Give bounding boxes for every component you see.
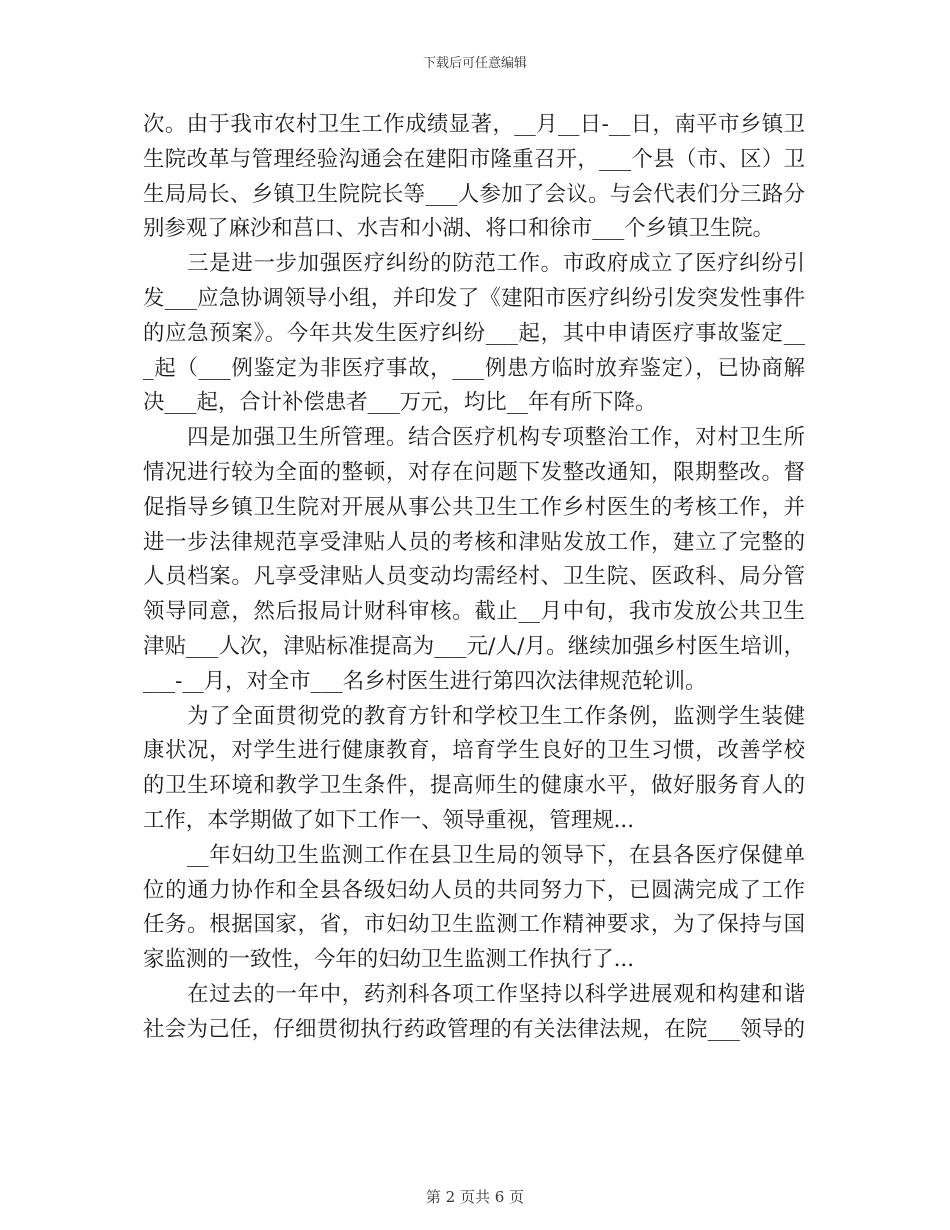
page-header: 下载后可任意编辑 [422, 56, 527, 71]
text-line: _起（___例鉴定为非医疗事故，___例患方临时放弃鉴定），已协商解 [143, 355, 805, 381]
text-line: 领导同意，然后报局计财科审核。截止__月中旬，我市发放公共卫生 [143, 599, 805, 625]
text-line: 生院改革与管理经验沟通会在建阳市隆重召开，___个县（市、区）卫 [143, 146, 805, 172]
text-line: 康状况，对学生进行健康教育，培育学生良好的卫生习惯，改善学校 [143, 738, 805, 764]
text-line: 生局局长、乡镇卫生院院长等___人参加了会议。与会代表们分三路分 [143, 181, 805, 207]
text-line: 为了全面贯彻党的教育方针和学校卫生工作条例，监测学生装健 [143, 703, 805, 729]
text-line: 次。由于我市农村卫生工作成绩显著，__月__日-__日，南平市乡镇卫 [143, 112, 805, 137]
text-line: 决___起，合计补偿患者___万元，均比__年有所下降。 [143, 390, 657, 416]
text-line: 工作，本学期做了如下工作一、领导重视，管理规... [143, 807, 634, 833]
text-line: 发___应急协调领导小组，并印发了《建阳市医疗纠纷引发突发性事件 [143, 285, 805, 311]
text-line: 进一步法律规范享受津贴人员的考核和津贴发放工作，建立了完整的 [143, 529, 805, 555]
text-line: 四是加强卫生所管理。结合医疗机构专项整治工作，对村卫生所 [143, 425, 805, 451]
text-line: 促指导乡镇卫生院对开展从事公共卫生工作乡村医生的考核工作，并 [143, 494, 805, 520]
text-line: 三是进一步加强医疗纠纷的防范工作。市政府成立了医疗纠纷引 [143, 251, 805, 277]
text-line: 家监测的一致性，今年的妇幼卫生监测工作执行了... [143, 947, 634, 973]
text-line: 情况进行较为全面的整顿，对存在问题下发整改通知，限期整改。督 [143, 459, 805, 485]
text-line: 津贴___人次，津贴标准提高为___元/人/月。继续加强乡村医生培训， [143, 633, 805, 659]
text-line: __年妇幼卫生监测工作在县卫生局的领导下，在县各医疗保健单 [143, 842, 805, 868]
page-footer: 第 2 页共 6 页 [425, 1188, 525, 1206]
text-line: 的应急预案》。今年共发生医疗纠纷___起，其中申请医疗事故鉴定__ [143, 320, 805, 346]
text-line: 位的通力协作和全县各级妇幼人员的共同努力下，已圆满完成了工作 [143, 877, 805, 903]
text-line: 人员档案。凡享受津贴人员变动均需经村、卫生院、医政科、局分管 [143, 564, 805, 590]
text-line: 社会为己任，仔细贯彻执行药政管理的有关法律法规，在院___领导的 [143, 1016, 805, 1042]
text-line: 的卫生环境和教学卫生条件，提高师生的健康水平，做好服务育人的 [143, 773, 805, 799]
text-line: 别参观了麻沙和莒口、水吉和小湖、将口和徐市___个乡镇卫生院。 [143, 216, 775, 242]
text-line: 任务。根据国家，省，市妇幼卫生监测工作精神要求，为了保持与国 [143, 912, 805, 938]
document-body [143, 108, 805, 1048]
text-line: 在过去的一年中，药剂科各项工作坚持以科学进展观和构建和谐 [143, 981, 805, 1007]
text-line: ___-__月，对全市___名乡村医生进行第四次法律规范轮训。 [143, 668, 707, 694]
